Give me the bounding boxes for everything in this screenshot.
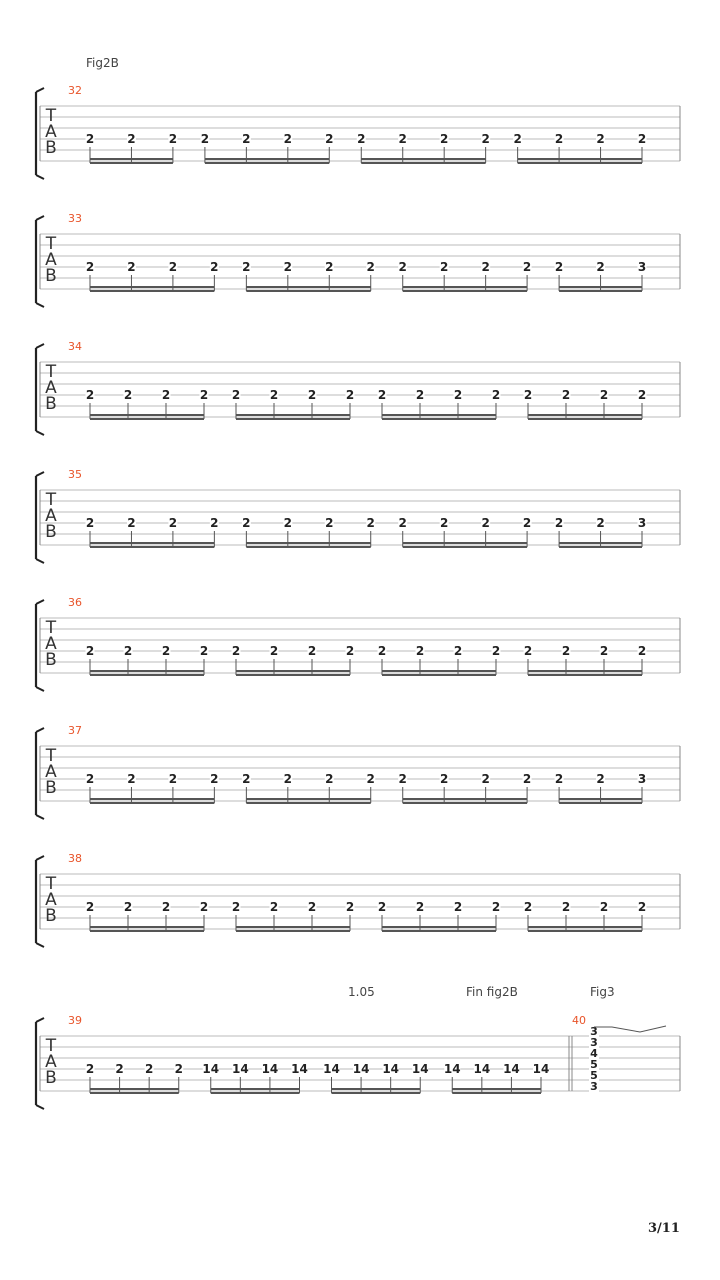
fret-number: 2 [481,132,490,146]
tab-clef-letter: B [45,522,57,542]
fret-number: 2 [210,260,219,274]
system-bracket-top [36,88,44,92]
fret-number: 2 [168,516,178,530]
measure-number: 36 [68,596,82,609]
fret-number: 2 [366,772,375,786]
chord-fret-number: 5 [590,1069,598,1082]
fret-number: 2 [85,900,95,914]
tab-clef-letter: B [45,1068,57,1088]
fret-number: 2 [127,260,136,274]
fret-number: 2 [231,644,241,658]
measure-number: 33 [68,212,82,225]
fret-number: 2 [377,388,387,402]
fret-number: 2 [554,260,564,274]
tab-clef-letter: T [45,362,57,382]
fret-number: 2 [325,772,334,786]
fret-number: 14 [411,1062,429,1076]
system-bracket-top [36,856,44,860]
fret-number: 2 [161,900,171,914]
fret-number: 3 [637,516,647,530]
fret-number: 2 [561,644,571,658]
fret-number: 2 [269,388,279,402]
fret-number: 2 [440,260,449,274]
fret-number: 2 [345,388,355,402]
fret-number: 2 [242,132,251,146]
tab-clef-letter: A [45,1052,57,1072]
fret-number: 2 [242,772,251,786]
fret-number: 2 [199,644,209,658]
tab-clef-letter: B [45,394,57,414]
fret-number: 2 [357,132,366,146]
fret-number: 2 [85,1062,95,1076]
system-bracket-top [36,600,44,604]
fret-number: 2 [377,644,387,658]
tab-clef-letter: A [45,250,57,270]
fret-number: 2 [513,132,522,146]
fret-number: 2 [554,132,564,146]
fret-number: 2 [242,260,251,274]
fret-number: 2 [127,772,136,786]
fret-number: 2 [210,772,219,786]
fret-number: 2 [231,900,241,914]
system-bracket-top [36,472,44,476]
fret-number: 2 [325,132,334,146]
fret-number: 2 [453,644,463,658]
fret-number: 2 [596,132,605,146]
fig3-annotation: Fig3 [590,985,615,999]
fret-number: 2 [398,516,407,530]
measure-number: 35 [68,468,82,481]
tab-clef-letter: T [45,1036,57,1056]
tab-system [36,596,680,691]
fret-number: 14 [352,1062,370,1076]
fret-number: 2 [85,132,95,146]
fret-number: 14 [202,1062,220,1076]
fret-number: 2 [123,388,133,402]
fret-number: 2 [522,260,532,274]
fret-number: 2 [123,644,133,658]
fret-number: 2 [637,132,647,146]
tab-clef-letter: B [45,138,57,158]
system-bracket-bottom [36,1105,44,1109]
chord-fret-number: 5 [590,1058,598,1071]
tempo-annotation: 1.05 [348,985,375,999]
fret-number: 2 [199,388,209,402]
fret-number: 2 [174,1062,183,1076]
fret-number: 2 [523,644,533,658]
tab-clef-letter: T [45,234,57,254]
fret-number: 2 [269,644,279,658]
fret-number: 2 [115,1062,124,1076]
fret-number: 2 [440,132,449,146]
fret-number: 2 [491,900,501,914]
fret-number: 2 [161,644,171,658]
measure-number: 40 [572,1014,586,1027]
chord-fret-number: 3 [590,1080,598,1093]
fret-number: 2 [523,388,533,402]
fret-number: 2 [269,900,279,914]
fret-number: 2 [398,772,407,786]
measure-number: 32 [68,84,82,97]
tab-clef-letter: A [45,122,57,142]
fret-number: 2 [637,644,647,658]
fret-number: 2 [596,516,605,530]
fret-number: 2 [307,388,317,402]
system-bracket-bottom [36,943,44,947]
fig-label: Fig2B [86,56,119,70]
page-number: 3/11 [648,1221,680,1236]
fret-number: 14 [231,1062,249,1076]
fin-annotation: Fin fig2B [466,985,518,999]
fret-number: 2 [283,516,292,530]
tab-system [36,340,680,435]
fret-number: 2 [596,260,605,274]
fret-number: 2 [523,900,533,914]
fret-number: 14 [382,1062,400,1076]
fret-number: 2 [283,260,292,274]
system-bracket-bottom [36,815,44,819]
tab-clef-letter: A [45,506,57,526]
tab-clef-letter: B [45,266,57,286]
fret-number: 2 [85,388,95,402]
system-bracket-top [36,344,44,348]
fret-number: 2 [637,900,647,914]
fret-number: 2 [440,772,449,786]
fret-number: 2 [522,772,532,786]
fret-number: 2 [481,516,490,530]
fret-number: 14 [473,1062,491,1076]
fret-number: 2 [599,388,609,402]
fret-number: 2 [144,1062,154,1076]
tab-clef-letter: A [45,634,57,654]
fret-number: 2 [415,644,425,658]
system-bracket-top [36,1018,44,1022]
tab-clef-letter: T [45,874,57,894]
fret-number: 14 [503,1062,520,1076]
measure-number: 39 [68,1014,82,1027]
fret-number: 2 [127,516,136,530]
fret-number: 14 [532,1062,550,1076]
fret-number: 2 [453,900,463,914]
tab-clef-letter: A [45,890,57,910]
fret-number: 2 [161,388,171,402]
fret-number: 2 [377,900,387,914]
fret-number: 2 [168,260,178,274]
fret-number: 2 [415,900,425,914]
measure-number: 37 [68,724,82,737]
fret-number: 2 [637,388,647,402]
fret-number: 2 [85,516,95,530]
fret-number: 2 [199,900,209,914]
chord-fret-number: 3 [590,1036,598,1049]
system-bracket-bottom [36,175,44,179]
fret-number: 2 [168,132,178,146]
system-bracket-bottom [36,559,44,563]
fret-number: 2 [307,900,317,914]
fret-number: 2 [85,260,95,274]
tab-system [36,468,680,563]
fret-number: 2 [599,644,609,658]
tab-clef-letter: B [45,650,57,670]
fret-number: 2 [481,772,490,786]
fret-number: 2 [231,388,241,402]
tab-system [36,852,680,947]
tab-clef-letter: T [45,490,57,510]
fret-number: 2 [596,772,605,786]
fret-number: 2 [127,132,136,146]
system-bracket-bottom [36,431,44,435]
fret-number: 2 [398,260,407,274]
fret-number: 2 [491,388,501,402]
fret-number: 2 [522,516,532,530]
system-bracket-bottom [36,303,44,307]
fret-number: 2 [168,772,178,786]
fret-number: 2 [325,516,334,530]
measure-number: 38 [68,852,82,865]
tab-clef-letter: A [45,378,57,398]
fret-number: 2 [283,132,292,146]
fret-number: 2 [85,644,95,658]
tab-clef-letter: B [45,778,57,798]
fret-number: 2 [415,388,425,402]
tab-system [36,1014,680,1109]
fret-number: 2 [440,516,449,530]
fret-number: 3 [637,260,647,274]
fret-number: 2 [554,772,564,786]
tab-clef-letter: T [45,106,57,126]
fret-number: 14 [323,1062,340,1076]
fret-number: 2 [200,132,210,146]
tab-clef-letter: T [45,746,57,766]
tab-system [36,212,680,307]
fret-number: 2 [325,260,334,274]
tab-clef-letter: B [45,906,57,926]
fret-number: 2 [481,260,490,274]
fret-number: 2 [307,644,317,658]
fret-number: 14 [443,1062,461,1076]
chord-fret-number: 4 [590,1047,598,1060]
fret-number: 2 [554,516,564,530]
slide-line [594,1026,666,1032]
fret-number: 2 [366,516,375,530]
tab-system [36,84,680,179]
tab-clef-letter: T [45,618,57,638]
fret-number: 2 [242,516,251,530]
fret-number: 2 [561,388,571,402]
fret-number: 14 [261,1062,279,1076]
fret-number: 2 [283,772,292,786]
system-bracket-bottom [36,687,44,691]
chord-fret-number: 3 [590,1025,598,1038]
tab-clef-letter: A [45,762,57,782]
fret-number: 2 [123,900,133,914]
fret-number: 2 [453,388,463,402]
measure-number: 34 [68,340,82,353]
fret-number: 2 [599,900,609,914]
system-bracket-top [36,728,44,732]
fret-number: 14 [291,1062,308,1076]
fret-number: 2 [366,260,375,274]
tab-system [36,724,680,819]
fret-number: 2 [491,644,501,658]
fret-number: 2 [398,132,407,146]
system-bracket-top [36,216,44,220]
fret-number: 3 [637,772,647,786]
fret-number: 2 [561,900,571,914]
fret-number: 2 [210,516,219,530]
fret-number: 2 [345,644,355,658]
fret-number: 2 [85,772,95,786]
fret-number: 2 [345,900,355,914]
